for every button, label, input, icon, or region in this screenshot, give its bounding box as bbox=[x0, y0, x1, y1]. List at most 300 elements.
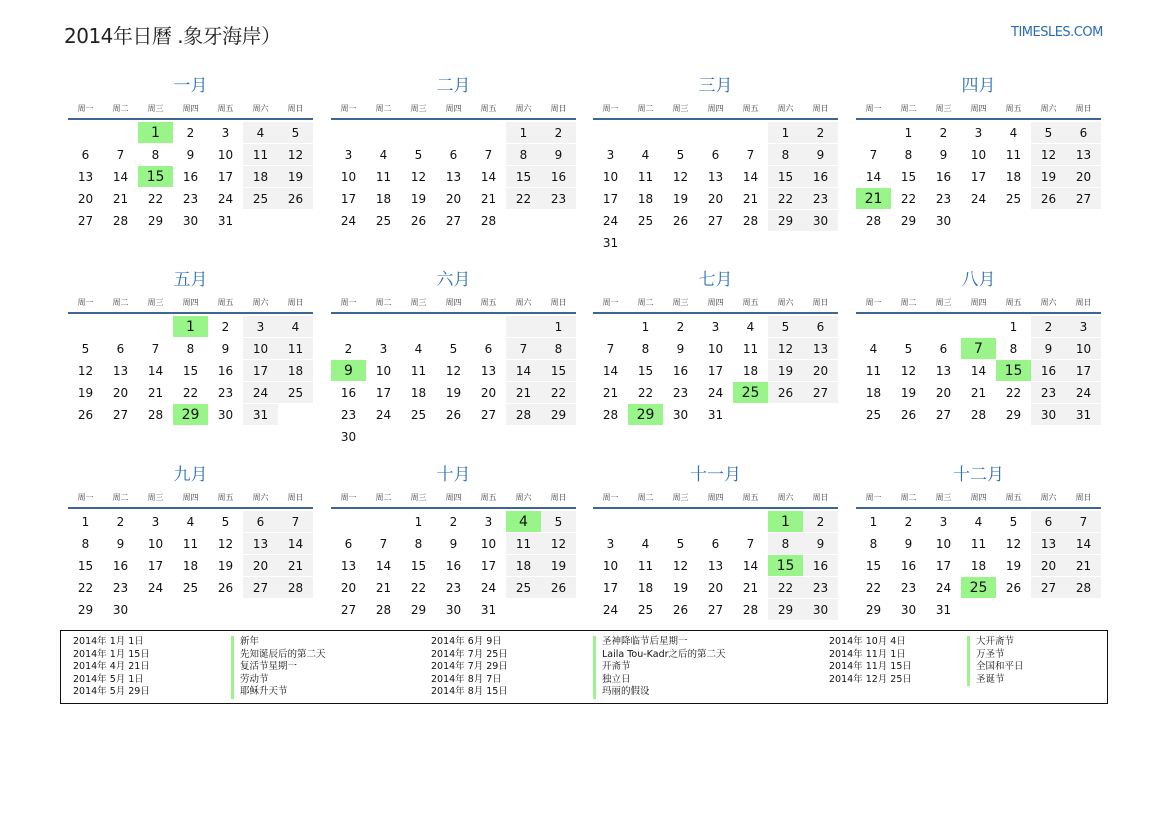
day-cell[interactable]: 3 bbox=[366, 338, 401, 360]
day-cell[interactable]: 29 bbox=[996, 404, 1031, 426]
day-cell[interactable]: 25 bbox=[173, 577, 208, 599]
day-cell[interactable]: 22 bbox=[891, 188, 926, 210]
day-cell[interactable]: 7 bbox=[961, 338, 996, 360]
day-cell[interactable]: 20 bbox=[698, 188, 733, 210]
day-cell[interactable]: 3 bbox=[926, 511, 961, 533]
day-cell[interactable]: 28 bbox=[733, 599, 768, 621]
day-cell[interactable]: 25 bbox=[628, 210, 663, 232]
day-cell[interactable]: 11 bbox=[243, 144, 278, 166]
day-cell[interactable]: 16 bbox=[926, 166, 961, 188]
day-cell[interactable]: 30 bbox=[803, 599, 838, 621]
day-cell[interactable]: 29 bbox=[856, 599, 891, 621]
day-cell[interactable]: 31 bbox=[243, 404, 278, 426]
day-cell[interactable]: 5 bbox=[768, 316, 803, 338]
day-cell[interactable]: 7 bbox=[593, 338, 628, 360]
day-cell[interactable]: 8 bbox=[768, 533, 803, 555]
day-cell[interactable]: 5 bbox=[436, 338, 471, 360]
day-cell[interactable]: 10 bbox=[1066, 338, 1101, 360]
day-cell[interactable]: 11 bbox=[366, 166, 401, 188]
day-cell[interactable]: 9 bbox=[926, 144, 961, 166]
day-cell[interactable]: 7 bbox=[733, 144, 768, 166]
day-cell[interactable]: 13 bbox=[698, 166, 733, 188]
day-cell[interactable]: 2 bbox=[663, 316, 698, 338]
day-cell[interactable]: 8 bbox=[68, 533, 103, 555]
day-cell[interactable]: 13 bbox=[698, 555, 733, 577]
day-cell[interactable]: 27 bbox=[471, 404, 506, 426]
day-cell[interactable]: 2 bbox=[173, 122, 208, 144]
day-cell[interactable]: 31 bbox=[926, 599, 961, 621]
day-cell[interactable]: 17 bbox=[208, 166, 243, 188]
day-cell[interactable]: 18 bbox=[628, 577, 663, 599]
day-cell[interactable]: 6 bbox=[68, 144, 103, 166]
day-cell[interactable]: 30 bbox=[891, 599, 926, 621]
day-cell[interactable]: 27 bbox=[68, 210, 103, 232]
day-cell[interactable]: 9 bbox=[331, 360, 366, 382]
day-cell[interactable]: 5 bbox=[996, 511, 1031, 533]
day-cell[interactable]: 12 bbox=[208, 533, 243, 555]
day-cell[interactable]: 21 bbox=[856, 188, 891, 210]
day-cell[interactable]: 16 bbox=[663, 360, 698, 382]
day-cell[interactable]: 14 bbox=[103, 166, 138, 188]
day-cell[interactable]: 12 bbox=[278, 144, 313, 166]
day-cell[interactable]: 23 bbox=[1031, 382, 1066, 404]
day-cell[interactable]: 14 bbox=[856, 166, 891, 188]
day-cell[interactable]: 2 bbox=[103, 511, 138, 533]
day-cell[interactable]: 7 bbox=[471, 144, 506, 166]
day-cell[interactable]: 15 bbox=[891, 166, 926, 188]
day-cell[interactable]: 28 bbox=[366, 599, 401, 621]
day-cell[interactable]: 3 bbox=[208, 122, 243, 144]
day-cell[interactable]: 23 bbox=[663, 382, 698, 404]
day-cell[interactable]: 3 bbox=[593, 533, 628, 555]
day-cell[interactable]: 14 bbox=[138, 360, 173, 382]
day-cell[interactable]: 31 bbox=[593, 232, 628, 254]
day-cell[interactable]: 3 bbox=[471, 511, 506, 533]
day-cell[interactable]: 22 bbox=[138, 188, 173, 210]
day-cell[interactable]: 30 bbox=[926, 210, 961, 232]
day-cell[interactable]: 20 bbox=[803, 360, 838, 382]
day-cell[interactable]: 22 bbox=[768, 577, 803, 599]
day-cell[interactable]: 11 bbox=[628, 166, 663, 188]
day-cell[interactable]: 26 bbox=[68, 404, 103, 426]
day-cell[interactable]: 2 bbox=[803, 511, 838, 533]
day-cell[interactable]: 12 bbox=[891, 360, 926, 382]
day-cell[interactable]: 8 bbox=[891, 144, 926, 166]
day-cell[interactable]: 13 bbox=[436, 166, 471, 188]
day-cell[interactable]: 19 bbox=[891, 382, 926, 404]
day-cell[interactable]: 30 bbox=[1031, 404, 1066, 426]
day-cell[interactable]: 26 bbox=[663, 210, 698, 232]
day-cell[interactable]: 1 bbox=[138, 122, 173, 144]
day-cell[interactable]: 10 bbox=[926, 533, 961, 555]
day-cell[interactable]: 31 bbox=[208, 210, 243, 232]
day-cell[interactable]: 18 bbox=[243, 166, 278, 188]
day-cell[interactable]: 11 bbox=[173, 533, 208, 555]
day-cell[interactable]: 24 bbox=[331, 210, 366, 232]
day-cell[interactable]: 15 bbox=[768, 555, 803, 577]
day-cell[interactable]: 20 bbox=[243, 555, 278, 577]
day-cell[interactable]: 6 bbox=[698, 144, 733, 166]
day-cell[interactable]: 29 bbox=[541, 404, 576, 426]
day-cell[interactable]: 28 bbox=[471, 210, 506, 232]
day-cell[interactable]: 16 bbox=[173, 166, 208, 188]
day-cell[interactable]: 6 bbox=[1031, 511, 1066, 533]
day-cell[interactable]: 13 bbox=[68, 166, 103, 188]
day-cell[interactable]: 1 bbox=[401, 511, 436, 533]
day-cell[interactable]: 4 bbox=[628, 533, 663, 555]
day-cell[interactable]: 17 bbox=[926, 555, 961, 577]
day-cell[interactable]: 6 bbox=[331, 533, 366, 555]
day-cell[interactable]: 12 bbox=[663, 166, 698, 188]
day-cell[interactable]: 25 bbox=[733, 382, 768, 404]
day-cell[interactable]: 17 bbox=[331, 188, 366, 210]
day-cell[interactable]: 1 bbox=[768, 511, 803, 533]
day-cell[interactable]: 14 bbox=[593, 360, 628, 382]
day-cell[interactable]: 15 bbox=[506, 166, 541, 188]
day-cell[interactable]: 16 bbox=[436, 555, 471, 577]
day-cell[interactable]: 8 bbox=[401, 533, 436, 555]
day-cell[interactable]: 7 bbox=[278, 511, 313, 533]
day-cell[interactable]: 1 bbox=[628, 316, 663, 338]
day-cell[interactable]: 12 bbox=[401, 166, 436, 188]
day-cell[interactable]: 28 bbox=[733, 210, 768, 232]
day-cell[interactable]: 25 bbox=[628, 599, 663, 621]
day-cell[interactable]: 29 bbox=[768, 599, 803, 621]
day-cell[interactable]: 2 bbox=[803, 122, 838, 144]
day-cell[interactable]: 8 bbox=[138, 144, 173, 166]
day-cell[interactable]: 19 bbox=[663, 188, 698, 210]
day-cell[interactable]: 6 bbox=[698, 533, 733, 555]
day-cell[interactable]: 1 bbox=[891, 122, 926, 144]
day-cell[interactable]: 30 bbox=[173, 210, 208, 232]
day-cell[interactable]: 4 bbox=[173, 511, 208, 533]
day-cell[interactable]: 10 bbox=[593, 166, 628, 188]
day-cell[interactable]: 19 bbox=[541, 555, 576, 577]
day-cell[interactable]: 25 bbox=[278, 382, 313, 404]
day-cell[interactable]: 3 bbox=[698, 316, 733, 338]
day-cell[interactable]: 17 bbox=[138, 555, 173, 577]
day-cell[interactable]: 26 bbox=[401, 210, 436, 232]
day-cell[interactable]: 2 bbox=[541, 122, 576, 144]
day-cell[interactable]: 12 bbox=[436, 360, 471, 382]
day-cell[interactable]: 10 bbox=[331, 166, 366, 188]
day-cell[interactable]: 7 bbox=[856, 144, 891, 166]
day-cell[interactable]: 26 bbox=[541, 577, 576, 599]
day-cell[interactable]: 8 bbox=[541, 338, 576, 360]
day-cell[interactable]: 19 bbox=[663, 577, 698, 599]
day-cell[interactable]: 7 bbox=[366, 533, 401, 555]
day-cell[interactable]: 27 bbox=[331, 599, 366, 621]
day-cell[interactable]: 10 bbox=[471, 533, 506, 555]
day-cell[interactable]: 22 bbox=[996, 382, 1031, 404]
day-cell[interactable]: 17 bbox=[366, 382, 401, 404]
day-cell[interactable]: 30 bbox=[103, 599, 138, 621]
day-cell[interactable]: 7 bbox=[1066, 511, 1101, 533]
day-cell[interactable]: 14 bbox=[961, 360, 996, 382]
day-cell[interactable]: 1 bbox=[856, 511, 891, 533]
day-cell[interactable]: 12 bbox=[68, 360, 103, 382]
day-cell[interactable]: 20 bbox=[331, 577, 366, 599]
day-cell[interactable]: 9 bbox=[1031, 338, 1066, 360]
day-cell[interactable]: 21 bbox=[103, 188, 138, 210]
day-cell[interactable]: 3 bbox=[138, 511, 173, 533]
day-cell[interactable]: 5 bbox=[208, 511, 243, 533]
day-cell[interactable]: 16 bbox=[331, 382, 366, 404]
day-cell[interactable]: 6 bbox=[471, 338, 506, 360]
day-cell[interactable]: 13 bbox=[1031, 533, 1066, 555]
day-cell[interactable]: 18 bbox=[628, 188, 663, 210]
day-cell[interactable]: 2 bbox=[1031, 316, 1066, 338]
day-cell[interactable]: 31 bbox=[1066, 404, 1101, 426]
day-cell[interactable]: 27 bbox=[698, 599, 733, 621]
day-cell[interactable]: 8 bbox=[506, 144, 541, 166]
day-cell[interactable]: 2 bbox=[208, 316, 243, 338]
day-cell[interactable]: 14 bbox=[733, 166, 768, 188]
day-cell[interactable]: 28 bbox=[1066, 577, 1101, 599]
day-cell[interactable]: 11 bbox=[278, 338, 313, 360]
day-cell[interactable]: 23 bbox=[436, 577, 471, 599]
day-cell[interactable]: 2 bbox=[331, 338, 366, 360]
day-cell[interactable]: 5 bbox=[891, 338, 926, 360]
day-cell[interactable]: 14 bbox=[366, 555, 401, 577]
day-cell[interactable]: 26 bbox=[1031, 188, 1066, 210]
day-cell[interactable]: 13 bbox=[1066, 144, 1101, 166]
day-cell[interactable]: 27 bbox=[243, 577, 278, 599]
day-cell[interactable]: 13 bbox=[103, 360, 138, 382]
day-cell[interactable]: 11 bbox=[733, 338, 768, 360]
day-cell[interactable]: 11 bbox=[401, 360, 436, 382]
day-cell[interactable]: 19 bbox=[436, 382, 471, 404]
day-cell[interactable]: 21 bbox=[1066, 555, 1101, 577]
day-cell[interactable]: 18 bbox=[173, 555, 208, 577]
day-cell[interactable]: 5 bbox=[401, 144, 436, 166]
day-cell[interactable]: 9 bbox=[891, 533, 926, 555]
day-cell[interactable]: 27 bbox=[436, 210, 471, 232]
day-cell[interactable]: 23 bbox=[891, 577, 926, 599]
day-cell[interactable]: 10 bbox=[243, 338, 278, 360]
day-cell[interactable]: 24 bbox=[243, 382, 278, 404]
day-cell[interactable]: 9 bbox=[208, 338, 243, 360]
day-cell[interactable]: 4 bbox=[278, 316, 313, 338]
day-cell[interactable]: 15 bbox=[173, 360, 208, 382]
day-cell[interactable]: 30 bbox=[208, 404, 243, 426]
day-cell[interactable]: 15 bbox=[68, 555, 103, 577]
day-cell[interactable]: 22 bbox=[173, 382, 208, 404]
day-cell[interactable]: 30 bbox=[803, 210, 838, 232]
day-cell[interactable]: 26 bbox=[891, 404, 926, 426]
day-cell[interactable]: 21 bbox=[733, 577, 768, 599]
day-cell[interactable]: 25 bbox=[506, 577, 541, 599]
day-cell[interactable]: 7 bbox=[506, 338, 541, 360]
day-cell[interactable]: 14 bbox=[733, 555, 768, 577]
day-cell[interactable]: 22 bbox=[768, 188, 803, 210]
day-cell[interactable]: 9 bbox=[173, 144, 208, 166]
day-cell[interactable]: 1 bbox=[68, 511, 103, 533]
day-cell[interactable]: 15 bbox=[768, 166, 803, 188]
day-cell[interactable]: 21 bbox=[278, 555, 313, 577]
day-cell[interactable]: 7 bbox=[103, 144, 138, 166]
day-cell[interactable]: 27 bbox=[926, 404, 961, 426]
day-cell[interactable]: 18 bbox=[733, 360, 768, 382]
day-cell[interactable]: 4 bbox=[401, 338, 436, 360]
day-cell[interactable]: 17 bbox=[593, 577, 628, 599]
day-cell[interactable]: 24 bbox=[138, 577, 173, 599]
day-cell[interactable]: 31 bbox=[471, 599, 506, 621]
day-cell[interactable]: 10 bbox=[366, 360, 401, 382]
day-cell[interactable]: 20 bbox=[1031, 555, 1066, 577]
day-cell[interactable]: 12 bbox=[768, 338, 803, 360]
day-cell[interactable]: 21 bbox=[961, 382, 996, 404]
day-cell[interactable]: 4 bbox=[506, 511, 541, 533]
day-cell[interactable]: 28 bbox=[506, 404, 541, 426]
day-cell[interactable]: 18 bbox=[278, 360, 313, 382]
day-cell[interactable]: 25 bbox=[401, 404, 436, 426]
day-cell[interactable]: 17 bbox=[1066, 360, 1101, 382]
day-cell[interactable]: 9 bbox=[803, 533, 838, 555]
day-cell[interactable]: 23 bbox=[803, 577, 838, 599]
day-cell[interactable]: 7 bbox=[733, 533, 768, 555]
day-cell[interactable]: 3 bbox=[961, 122, 996, 144]
day-cell[interactable]: 5 bbox=[1031, 122, 1066, 144]
day-cell[interactable]: 1 bbox=[506, 122, 541, 144]
day-cell[interactable]: 14 bbox=[1066, 533, 1101, 555]
day-cell[interactable]: 12 bbox=[663, 555, 698, 577]
day-cell[interactable]: 28 bbox=[856, 210, 891, 232]
day-cell[interactable]: 26 bbox=[208, 577, 243, 599]
day-cell[interactable]: 15 bbox=[996, 360, 1031, 382]
day-cell[interactable]: 6 bbox=[243, 511, 278, 533]
day-cell[interactable]: 6 bbox=[103, 338, 138, 360]
day-cell[interactable]: 6 bbox=[436, 144, 471, 166]
day-cell[interactable]: 15 bbox=[138, 166, 173, 188]
day-cell[interactable]: 15 bbox=[856, 555, 891, 577]
day-cell[interactable]: 29 bbox=[173, 404, 208, 426]
day-cell[interactable]: 20 bbox=[471, 382, 506, 404]
day-cell[interactable]: 28 bbox=[103, 210, 138, 232]
day-cell[interactable]: 19 bbox=[208, 555, 243, 577]
day-cell[interactable]: 19 bbox=[401, 188, 436, 210]
day-cell[interactable]: 16 bbox=[803, 166, 838, 188]
day-cell[interactable]: 21 bbox=[138, 382, 173, 404]
day-cell[interactable]: 26 bbox=[278, 188, 313, 210]
day-cell[interactable]: 30 bbox=[436, 599, 471, 621]
day-cell[interactable]: 29 bbox=[891, 210, 926, 232]
day-cell[interactable]: 8 bbox=[856, 533, 891, 555]
day-cell[interactable]: 23 bbox=[541, 188, 576, 210]
day-cell[interactable]: 28 bbox=[278, 577, 313, 599]
day-cell[interactable]: 6 bbox=[1066, 122, 1101, 144]
day-cell[interactable]: 9 bbox=[663, 338, 698, 360]
day-cell[interactable]: 3 bbox=[1066, 316, 1101, 338]
day-cell[interactable]: 20 bbox=[926, 382, 961, 404]
day-cell[interactable]: 24 bbox=[1066, 382, 1101, 404]
day-cell[interactable]: 22 bbox=[628, 382, 663, 404]
day-cell[interactable]: 18 bbox=[856, 382, 891, 404]
day-cell[interactable]: 17 bbox=[243, 360, 278, 382]
day-cell[interactable]: 13 bbox=[243, 533, 278, 555]
day-cell[interactable]: 13 bbox=[926, 360, 961, 382]
day-cell[interactable]: 16 bbox=[803, 555, 838, 577]
day-cell[interactable]: 19 bbox=[68, 382, 103, 404]
day-cell[interactable]: 17 bbox=[593, 188, 628, 210]
day-cell[interactable]: 22 bbox=[541, 382, 576, 404]
day-cell[interactable]: 24 bbox=[961, 188, 996, 210]
day-cell[interactable]: 6 bbox=[803, 316, 838, 338]
day-cell[interactable]: 30 bbox=[331, 426, 366, 448]
day-cell[interactable]: 23 bbox=[173, 188, 208, 210]
day-cell[interactable]: 23 bbox=[331, 404, 366, 426]
day-cell[interactable]: 9 bbox=[803, 144, 838, 166]
day-cell[interactable]: 21 bbox=[471, 188, 506, 210]
day-cell[interactable]: 16 bbox=[541, 166, 576, 188]
day-cell[interactable]: 24 bbox=[208, 188, 243, 210]
day-cell[interactable]: 10 bbox=[208, 144, 243, 166]
day-cell[interactable]: 4 bbox=[628, 144, 663, 166]
day-cell[interactable]: 2 bbox=[436, 511, 471, 533]
day-cell[interactable]: 1 bbox=[173, 316, 208, 338]
day-cell[interactable]: 15 bbox=[628, 360, 663, 382]
day-cell[interactable]: 29 bbox=[401, 599, 436, 621]
day-cell[interactable]: 28 bbox=[138, 404, 173, 426]
day-cell[interactable]: 24 bbox=[593, 599, 628, 621]
day-cell[interactable]: 6 bbox=[926, 338, 961, 360]
day-cell[interactable]: 13 bbox=[471, 360, 506, 382]
day-cell[interactable]: 3 bbox=[243, 316, 278, 338]
day-cell[interactable]: 17 bbox=[961, 166, 996, 188]
day-cell[interactable]: 27 bbox=[698, 210, 733, 232]
day-cell[interactable]: 3 bbox=[331, 144, 366, 166]
day-cell[interactable]: 15 bbox=[541, 360, 576, 382]
day-cell[interactable]: 19 bbox=[996, 555, 1031, 577]
day-cell[interactable]: 9 bbox=[103, 533, 138, 555]
day-cell[interactable]: 28 bbox=[961, 404, 996, 426]
day-cell[interactable]: 2 bbox=[891, 511, 926, 533]
day-cell[interactable]: 11 bbox=[996, 144, 1031, 166]
day-cell[interactable]: 20 bbox=[698, 577, 733, 599]
day-cell[interactable]: 25 bbox=[366, 210, 401, 232]
day-cell[interactable]: 24 bbox=[593, 210, 628, 232]
day-cell[interactable]: 21 bbox=[593, 382, 628, 404]
day-cell[interactable]: 1 bbox=[541, 316, 576, 338]
day-cell[interactable]: 22 bbox=[401, 577, 436, 599]
day-cell[interactable]: 10 bbox=[698, 338, 733, 360]
day-cell[interactable]: 16 bbox=[208, 360, 243, 382]
day-cell[interactable]: 14 bbox=[278, 533, 313, 555]
day-cell[interactable]: 7 bbox=[138, 338, 173, 360]
day-cell[interactable]: 24 bbox=[366, 404, 401, 426]
day-cell[interactable]: 24 bbox=[926, 577, 961, 599]
day-cell[interactable]: 29 bbox=[768, 210, 803, 232]
day-cell[interactable]: 4 bbox=[856, 338, 891, 360]
day-cell[interactable]: 4 bbox=[733, 316, 768, 338]
day-cell[interactable]: 22 bbox=[68, 577, 103, 599]
day-cell[interactable]: 21 bbox=[366, 577, 401, 599]
day-cell[interactable]: 13 bbox=[331, 555, 366, 577]
day-cell[interactable]: 30 bbox=[663, 404, 698, 426]
day-cell[interactable]: 8 bbox=[996, 338, 1031, 360]
day-cell[interactable]: 4 bbox=[243, 122, 278, 144]
day-cell[interactable]: 25 bbox=[243, 188, 278, 210]
day-cell[interactable]: 20 bbox=[103, 382, 138, 404]
day-cell[interactable]: 13 bbox=[803, 338, 838, 360]
day-cell[interactable]: 26 bbox=[436, 404, 471, 426]
day-cell[interactable]: 19 bbox=[768, 360, 803, 382]
day-cell[interactable]: 4 bbox=[996, 122, 1031, 144]
day-cell[interactable]: 11 bbox=[506, 533, 541, 555]
day-cell[interactable]: 25 bbox=[856, 404, 891, 426]
day-cell[interactable]: 11 bbox=[628, 555, 663, 577]
day-cell[interactable]: 18 bbox=[366, 188, 401, 210]
